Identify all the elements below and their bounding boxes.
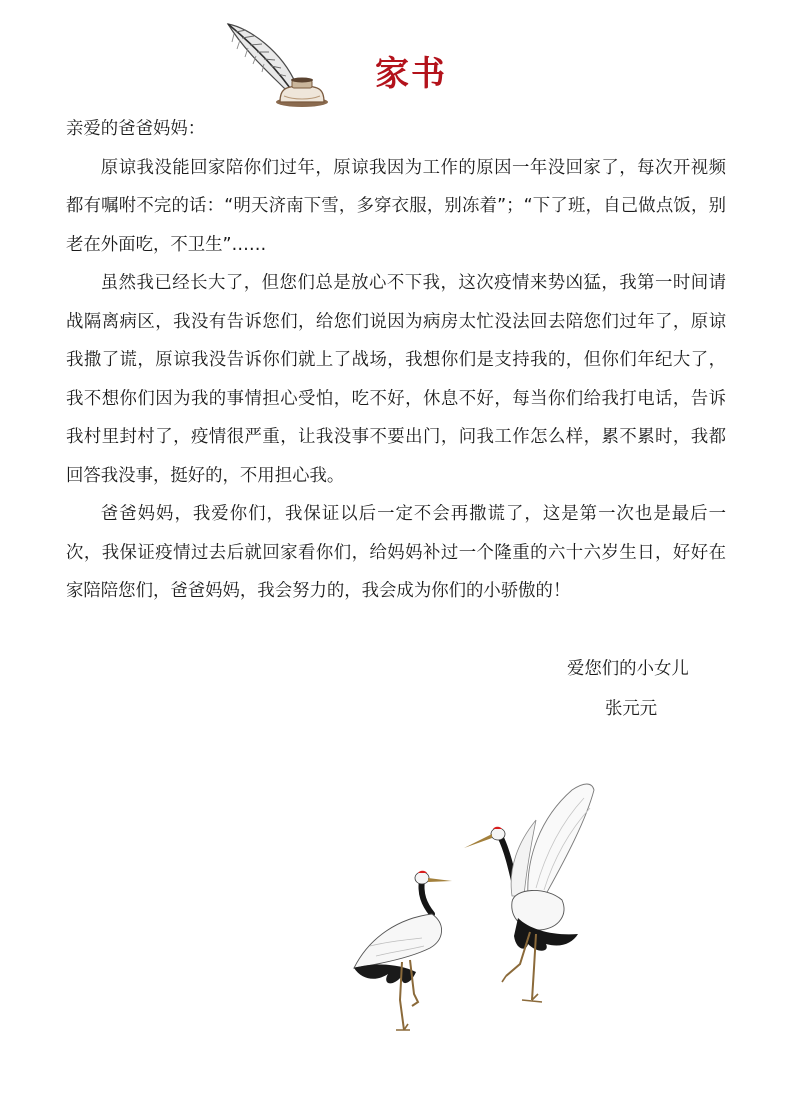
red-crowned-cranes-icon [340,768,600,1048]
salutation: 亲爱的爸爸妈妈： [66,119,206,139]
page-title: 家书 [375,54,447,94]
letter-body [66,110,726,611]
paragraph-1: 原谅我没能回家陪你们过年，原谅我因为工作的原因一年没回家了，每次开视频都有嘱咐不完的话：“明天济南下雪，多穿衣服，别冻着”；“下了班，自己做点饭，别老在外面吃，不卫生”…… [66,157,726,255]
left-crane [354,871,452,1030]
paragraph-2: 虽然我已经长大了，但您们总是放心不下我，这次疫情来势凶猛，我第一时间请战隔离病区，我没有告诉您们，给您们说因为病房太忙没法回去陪您们过年了，原谅我撒了谎，原谅我没告诉你们就上了战场，我想你们是支持我的，但你们年纪大了，我不想你们因为我的事情担心受怕，吃不好，休息不好，每当你们给我打电话，告诉我村里封村了，疫情很严重，让我没事不要出门，问我工作怎么样，累不累时，我都回答我没事，挺好的，不用担心我。 [66,273,726,486]
paragraph-3: 爸爸妈妈，我爱你们，我保证以后一定不会再撒谎了，这是第一次也是最后一次，我保证疫情过去后就回家看你们，给妈妈补过一个隆重的六十六岁生日，好好在家陪陪您们，爸爸妈妈，我会努力的，我会成为你们的小骄傲的！ [66,504,726,601]
right-crane [464,784,594,1002]
closing-line: 爱您们的小女儿 [567,659,689,679]
signature: 张元元 [605,699,658,719]
quill-inkwell-icon [222,18,334,110]
